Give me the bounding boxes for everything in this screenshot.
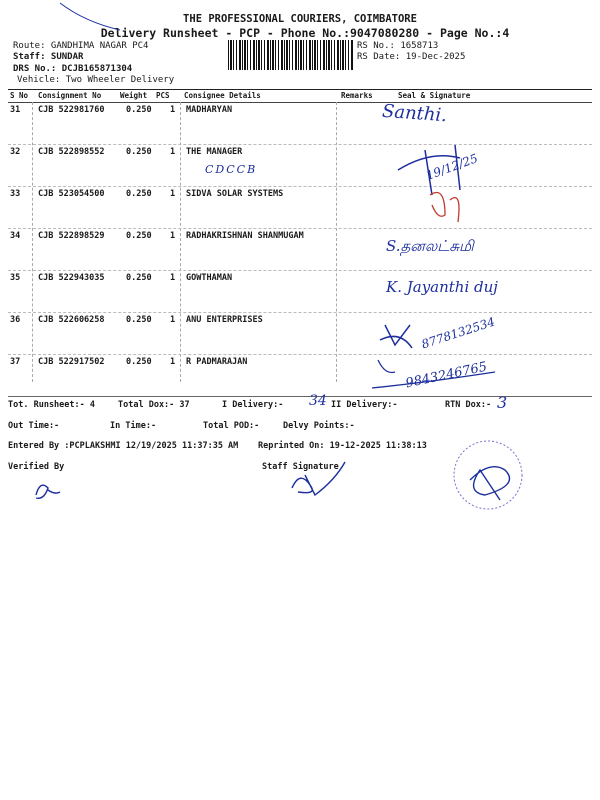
ii-delivery-label: II Delivery:- [331, 400, 398, 410]
rtn-dox-label: RTN Dox:- [445, 400, 492, 410]
col-weight: Weight [120, 91, 148, 100]
row-weight: 0.250 [126, 315, 152, 325]
col-consignment: Consignment No [38, 91, 102, 100]
signature-row-34: S.தனலட்சுமி [386, 237, 474, 255]
red-ink-mark [430, 193, 459, 223]
row-pcs: 1 [170, 315, 176, 325]
pen-stroke [60, 3, 120, 30]
row-sno: 36 [10, 315, 21, 325]
row-consignee: R PADMARAJAN [186, 357, 248, 367]
vehicle-label: Vehicle: Two Wheeler Delivery [17, 75, 175, 85]
verified-by-signature [36, 485, 60, 498]
row-sno: 31 [10, 105, 21, 115]
row-consignment: CJB 522606258 [38, 315, 105, 325]
row-consignment: CJB 522943035 [38, 273, 105, 283]
signature-scribble-row-36 [380, 325, 412, 348]
row-pcs: 1 [170, 105, 176, 115]
staff-signature-label: Staff Signature [262, 462, 339, 472]
row-pcs: 1 [170, 189, 176, 199]
i-delivery-value: 34 [309, 393, 327, 409]
row-sno: 37 [10, 357, 21, 367]
row-sno: 35 [10, 273, 21, 283]
reprinted-on: Reprinted On: 19-12-2025 11:38:13 [258, 441, 427, 451]
col-seal: Seal & Signature [398, 91, 471, 100]
row-consignee: RADHAKRISHNAN SHANMUGAM [186, 231, 304, 241]
route-label: Route: GANDHIMA NAGAR PC4 [13, 41, 149, 51]
out-time: Out Time:- [8, 421, 60, 431]
entered-by: Entered By :PCPLAKSHMI 12/19/2025 11:37:35 AM [8, 441, 239, 451]
row-consignment: CJB 523054500 [38, 189, 105, 199]
row-consignee: SIDVA SOLAR SYSTEMS [186, 189, 284, 199]
row-pcs: 1 [170, 357, 176, 367]
company-seal-stamp [454, 441, 522, 509]
row-consignee: GOWTHAMAN [186, 273, 233, 283]
col-sno: S No [10, 91, 29, 100]
row-pcs: 1 [170, 273, 176, 283]
col-pcs: PCS [156, 91, 170, 100]
signature-scribble-row-37 [372, 360, 495, 388]
handwritten-date-row-32: 19/12/25 [424, 151, 480, 183]
total-dox: Total Dox:- 37 [118, 400, 190, 410]
col-remarks: Remarks [341, 91, 373, 100]
row-weight: 0.250 [126, 105, 152, 115]
rs-date: RS Date: 19-Dec-2025 [357, 52, 466, 62]
i-delivery-label: I Delivery:- [222, 400, 284, 410]
row-consignment: CJB 522981760 [38, 105, 105, 115]
row-pcs: 1 [170, 147, 176, 157]
rs-number: RS No.: 1658713 [357, 41, 439, 51]
phone-row-37: 9843246765 [404, 359, 489, 392]
delvy-points: Delvy Points:- [283, 421, 355, 431]
row-sno: 34 [10, 231, 21, 241]
total-runsheet: Tot. Runsheet:- 4 [8, 400, 95, 410]
row-sno: 33 [10, 189, 21, 199]
rtn-dox-value: 3 [497, 393, 508, 412]
row-weight: 0.250 [126, 357, 152, 367]
row-consignment: CJB 522898529 [38, 231, 105, 241]
staff-label: Staff: SUNDAR [13, 52, 84, 62]
row-consignee: ANU ENTERPRISES [186, 315, 263, 325]
total-pod: Total POD:- [203, 421, 260, 431]
row-consignee: MADHARYAN [186, 105, 233, 115]
col-consignee: Consignee Details [184, 91, 261, 100]
seal-signature-scribble [470, 467, 510, 500]
row-weight: 0.250 [126, 189, 152, 199]
phone-row-36: 8778132534 [419, 314, 497, 352]
row-consignment: CJB 522898552 [38, 147, 105, 157]
row-weight: 0.250 [126, 147, 152, 157]
in-time: In Time:- [110, 421, 157, 431]
row-weight: 0.250 [126, 273, 152, 283]
row-sno: 32 [10, 147, 21, 157]
signature-scribble-row-32 [398, 145, 460, 195]
verified-by-label: Verified By [8, 462, 65, 472]
row-pcs: 1 [170, 231, 176, 241]
handwritten-note-row-32: CDCCB [205, 163, 258, 176]
row-weight: 0.250 [126, 231, 152, 241]
runsheet-subtitle: Delivery Runsheet - PCP - Phone No.:9047080280 - Page No.:4 [100, 26, 510, 40]
row-consignment: CJB 522917502 [38, 357, 105, 367]
drs-number: DRS No.: DCJB165871304 [13, 64, 133, 74]
row-consignee: THE MANAGER [186, 147, 243, 157]
company-title: THE PROFESSIONAL COURIERS, COIMBATORE [183, 13, 417, 25]
signature-row-31: Santhi. [381, 100, 448, 127]
signature-row-35: K. Jayanthi duj [386, 278, 498, 296]
